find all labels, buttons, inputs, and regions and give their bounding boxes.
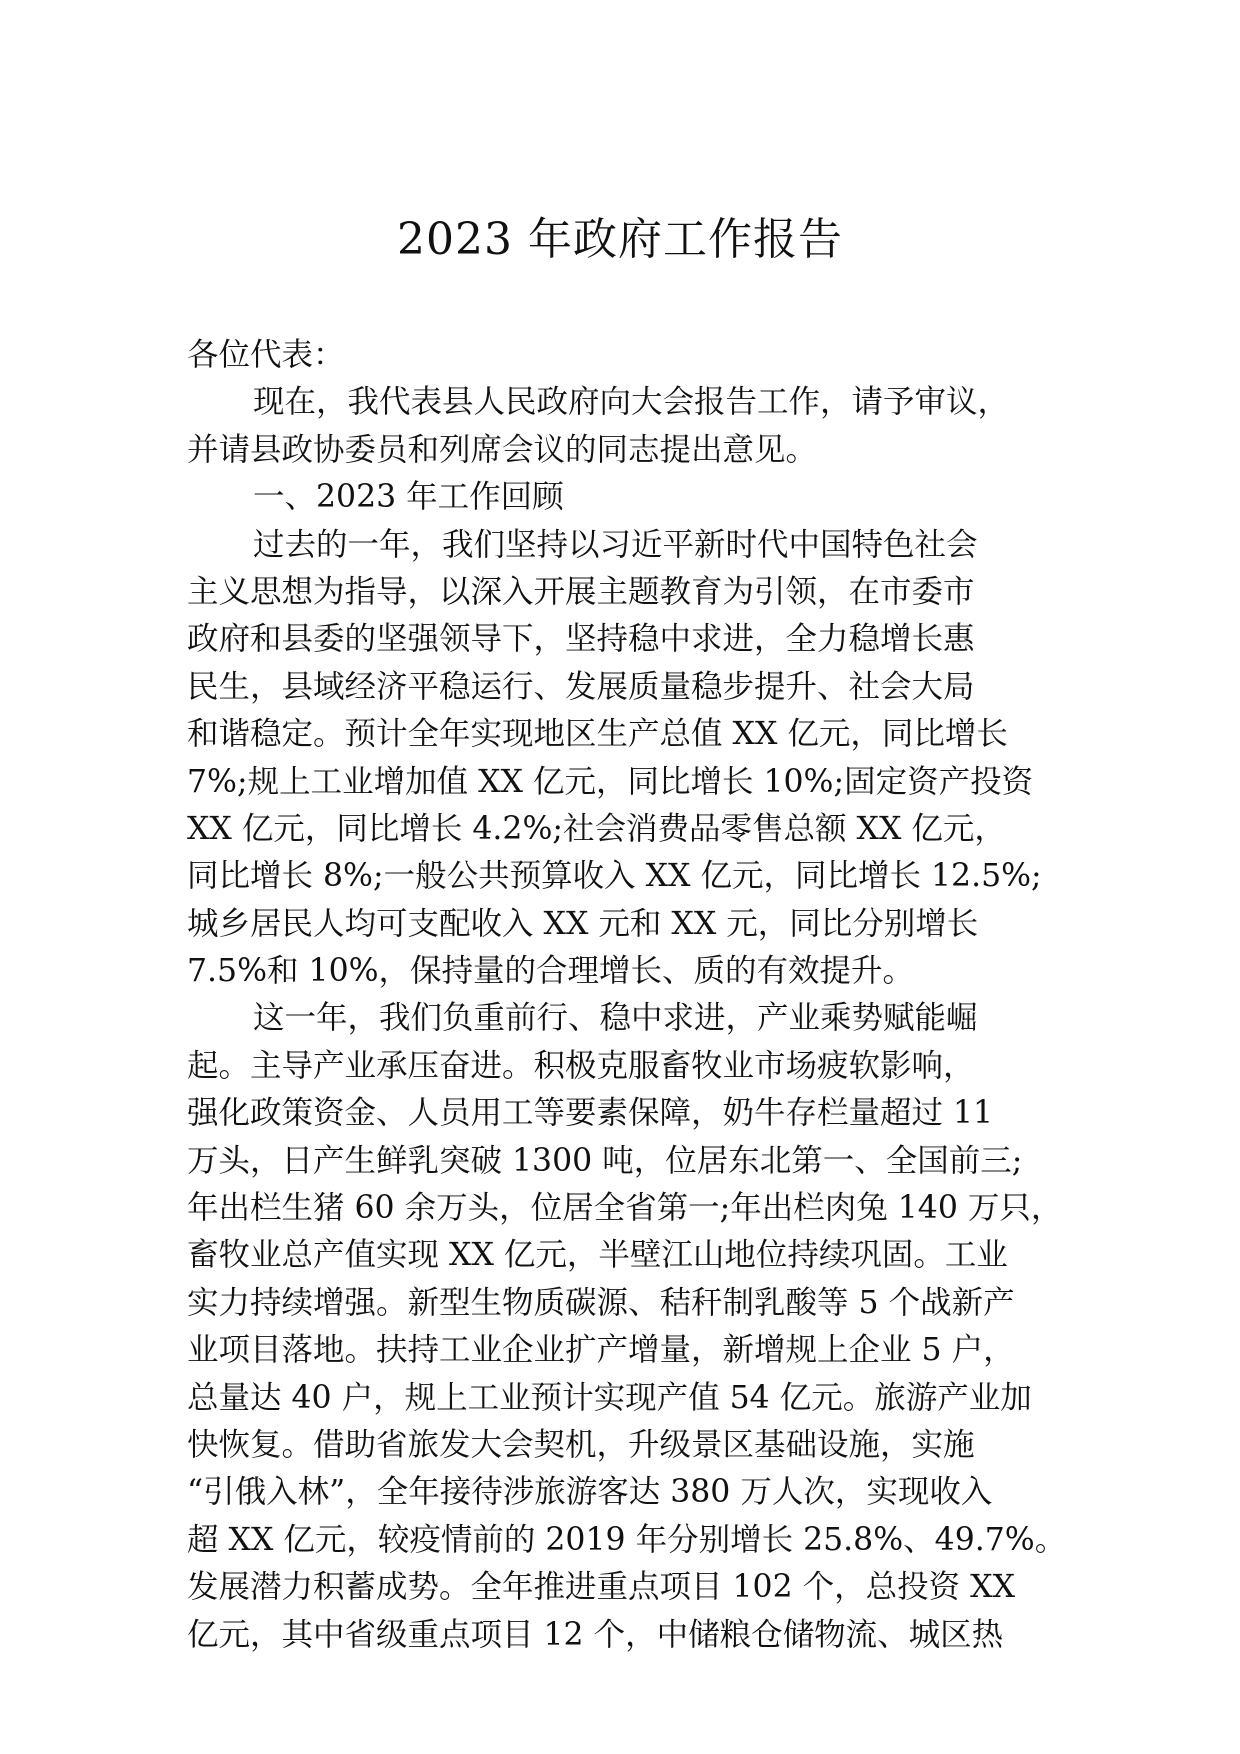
paragraph-line: 强化政策资金、人员用工等要素保障，奶牛存栏量超过 11 — [187, 1095, 994, 1132]
paragraph-line: 起。主导产业承压奋进。积极克服畜牧业市场疲软影响， — [187, 1047, 975, 1084]
salutation-line: 各位代表： — [187, 337, 345, 373]
paragraph-line: 发展潜力积蓄成势。全年推进重点项目 102 个，总投资 XX — [187, 1569, 1016, 1606]
paragraph-line: 民生，县域经济平稳运行、发展质量稳步提升、社会大局 — [187, 668, 975, 705]
paragraph-line: 总量达 40 户，规上工业预计实现产值 54 亿元。旅游产业加 — [187, 1379, 1032, 1416]
paragraph-line: 超 XX 亿元，较疫情前的 2019 年分别增长 25.8%、49.7%。 — [187, 1521, 1067, 1558]
document-body — [187, 332, 1092, 1659]
paragraph-line: 业项目落地。扶持工业企业扩产增量，新增规上企业 5 户， — [187, 1332, 1015, 1369]
document-title: 2023 年政府工作报告 — [397, 214, 843, 265]
paragraph-line: 和谐稳定。预计全年实现地区生产总值 XX 亿元，同比增长 — [187, 716, 1008, 753]
paragraph-line: 政府和县委的坚强领导下，坚持稳中求进，全力稳增长惠 — [187, 621, 975, 658]
paragraph-line: 7.5%和 10%，保持量的合理增长、质的有效提升。 — [187, 953, 915, 990]
paragraph-line: 现在，我代表县人民政府向大会报告工作，请予审议， — [253, 384, 1010, 421]
section-heading: 一、2023 年工作回顾 — [253, 479, 564, 516]
paragraph-line: 并请县政协委员和列席会议的同志提出意见。 — [187, 431, 818, 468]
paragraph-line: 同比增长 8%;一般公共预算收入 XX 亿元，同比增长 12.5%; — [187, 858, 1042, 895]
paragraph-line: 亿元，其中省级重点项目 12 个，中储粮仓储物流、城区热 — [187, 1616, 1004, 1653]
paragraph-line: 7%;规上工业增加值 XX 亿元，同比增长 10%;固定资产投资 — [187, 763, 1034, 800]
paragraph-line: 这一年，我们负重前行、稳中求进，产业乘势赋能崛 — [253, 1000, 978, 1037]
paragraph-line: 快恢复。借助省旅发大会契机，升级景区基础设施，实施 — [187, 1426, 975, 1463]
paragraph-line: 城乡居民人均可支配收入 XX 元和 XX 元，同比分别增长 — [187, 905, 979, 942]
paragraph-line: “引俄入林”，全年接待涉旅游客达 380 万人次，实现收入 — [187, 1474, 993, 1511]
paragraph-line: XX 亿元，同比增长 4.2%;社会消费品零售总额 XX 亿元， — [187, 810, 1006, 847]
paragraph-line: 过去的一年，我们坚持以习近平新时代中国特色社会 — [253, 526, 978, 563]
paragraph-line: 畜牧业总产值实现 XX 亿元，半壁江山地位持续巩固。工业 — [187, 1237, 1008, 1274]
paragraph-line: 实力持续增强。新型生物质碳源、秸秆制乳酸等 5 个战新产 — [187, 1284, 1015, 1321]
paragraph-line: 年出栏生猪 60 余万头，位居全省第一;年出栏肉兔 140 万只， — [187, 1190, 1063, 1227]
paragraph-line: 万头，日产生鲜乳突破 1300 吨，位居东北第一、全国前三; — [187, 1142, 1023, 1179]
paragraph-line: 主义思想为指导，以深入开展主题教育为引领，在市委市 — [187, 573, 975, 610]
